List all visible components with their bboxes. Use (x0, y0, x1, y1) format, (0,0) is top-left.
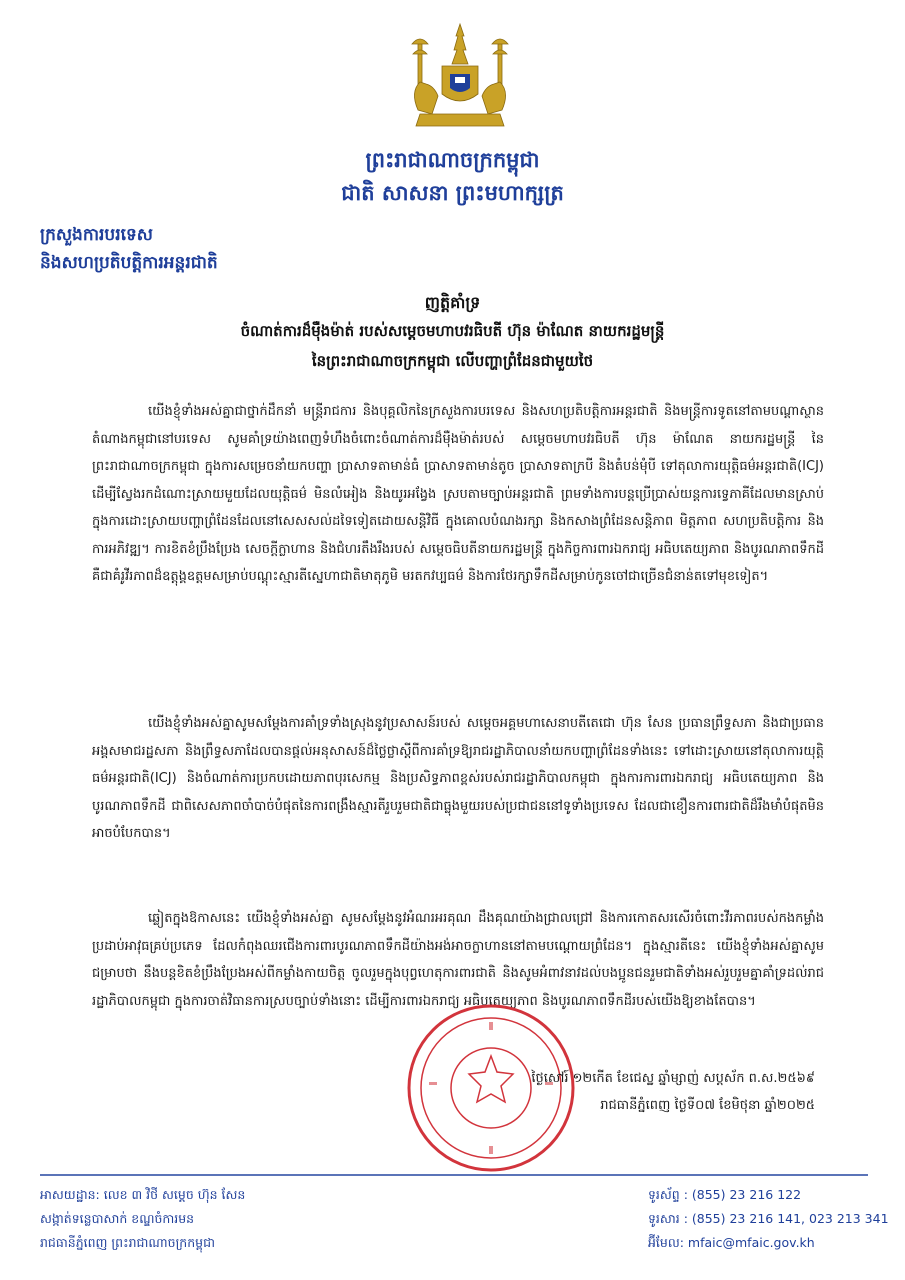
footer-divider (40, 1174, 868, 1176)
lunar-date: ថ្ងៃសៅរ៍ ១២កើត ខែជេស្ឋ ឆ្នាំម្សាញ់ សប្តស័ក ព.ស.២៥៦៩ (531, 1071, 815, 1086)
body-paragraph-3: ឆ្លៀតក្នុងឱកាសនេះ យើងខ្ញុំទាំងអស់គ្នា សូមសម្តែងនូវអំណរអរគុណ ដឹងគុណយ៉ាងជ្រាលជ្រៅ និងការកោតសរសើរចំពោះវីរភាពរបស់កងកម្លាំងប្រដាប់អាវុធគ្រប់ប្រភេទ ដែលកំពុងឈរជើងការពារបូរណភាពទឹកដីយ៉ាងអង់អាចក្លាហាននៅតាមបណ្តោយព្រំដែន។ ក្នុងស្មារតីនេះ យើងខ្ញុំទាំងអស់គ្នាសូមជម្រាបថា នឹងបន្តខិតខំប្រឹងប្រែងអស់ពីកម្លាំងកាយចិត្ត ចូលរួមក្នុងបុព្វហេតុការពារជាតិ និងសូមអំពាវនាវដល់បងប្អូនជនរួមជាតិទាំងអស់រួបរួមគ្នាគាំទ្រដល់រាជរដ្ឋាភិបាលកម្ពុជា ក្នុងការចាត់វិធានការស្របច្បាប់ទាំងនោះ ដើម្បីការពារឯករាជ្យ អធិបតេយ្យភាព និងបូរណភាពទឹកដីរបស់យើងឱ្យខាងតែបាន។ (92, 911, 824, 1009)
body-paragraph-2: យើងខ្ញុំទាំងអស់គ្នាសូមសម្តែងការគាំទ្រទាំងស្រុងនូវប្រសាសន៍របស់ សម្តេចអគ្គមហាសេនាបតីតេជោ ហ៊ុន សែន ប្រធានព្រឹទ្ធសភា និងជាប្រធាន អង្គសមាជរដ្ឋសភា និងព្រឹទ្ធសភាដែលបានផ្តល់អនុសាសន៍ដ៏ថ្លៃថ្លាស្តីពីការគាំទ្រឱ្យរាជរដ្ឋាភិបាលនាំយកបញ្ហាព្រំដែនទាំងនេះ ទៅដោះស្រាយនៅតុលាការយុត្តិធម៌អន្តរជាតិ(ICJ) និងចំណាត់ការប្រកបដោយភាពបុរសេកម្ម និងប្រសិទ្ធភាពខ្ពស់របស់រាជរដ្ឋាភិបាលកម្ពុជា ក្នុងការការពារឯករាជ្យ អធិបតេយ្យភាព និងបូរណភាពទឹកដី ជាពិសេសភាពចាំបាច់បំផុតនៃការពង្រឹងស្មារតីរួបរួមជាតិជាធ្លុងមួយរបស់ប្រជាជននៅទូទាំងប្រទេស ដែលជាខឿនការពារជាតិដ៏រឹងមាំបំផុតមិនអាចបំបែកបាន។ (92, 716, 824, 841)
document-subtitle-line1: ចំណាត់ការដ៏មុឺងម៉ាត់ របស់សម្តេចមហាបវរធិបតី ហ៊ុន ម៉ាណែត នាយករដ្ឋមន្ត្រី (240, 322, 665, 340)
ministry-name-line1: ក្រសួងការបរទេស (40, 225, 153, 245)
footer-email[interactable]: អ៊ីមែល: mfaic@mfaic.gov.kh (648, 1235, 815, 1250)
document-title: ញត្តិគាំទ្រ (424, 293, 481, 312)
footer-address-line3: រាជធានីភ្នំពេញ ព្រះរាជាណាចក្រកម្ពុជា (40, 1235, 215, 1250)
footer-address-line1: អាសយដ្ឋាន: លេខ ៣ វិថី សម្តេច ហ៊ុន សែន (40, 1187, 246, 1202)
ministry-name-line2: និងសហប្រតិបត្តិការអន្តរជាតិ (40, 253, 218, 273)
document-subtitle-line2: នៃព្រះរាជាណាចក្រកម្ពុជា លើបញ្ហាព្រំដែនជាមួយថៃ (311, 352, 594, 370)
solar-date: រាជធានីភ្នំពេញ ថ្ងៃទី០៧ ខែមិថុនា ឆ្នាំ២០២៥ (600, 1098, 815, 1113)
kingdom-name: ព្រះរាជាណាចក្រកម្ពុជា (365, 148, 540, 172)
body-paragraph-1: យើងខ្ញុំទាំងអស់គ្នាជាថ្នាក់ដឹកនាំ មន្ត្រីរាជការ និងបុគ្គលិកនៃក្រសួងការបរទេស និងសហប្រតិបត្តិការអន្តរជាតិ និងមន្ត្រីការទូតនៅតាមបណ្តាស្ថានតំណាងកម្ពុជានៅបរទេស សូមគាំទ្រយ៉ាងពេញទំហឹងចំពោះចំណាត់ការដ៏មុឺងម៉ាត់របស់ សម្តេចមហាបវរធិបតី ហ៊ុន ម៉ាណែត នាយករដ្ឋមន្ត្រី នៃព្រះរាជាណាចក្រកម្ពុជា ក្នុងការសម្រេចនាំយកបញ្ហា ប្រាសាទតាមាន់ធំ ប្រាសាទតាមាន់តូច ប្រាសាទតាក្របី និងតំបន់មុំបី ទៅតុលាការយុត្តិធម៌អន្តរជាតិ(ICJ) ដើម្បីស្វែងរកដំណោះស្រាយមួយដែលយុត្តិធម៌ មិនលំអៀង និងយូរអង្វែង ស្របតាមច្បាប់អន្តរជាតិ ព្រមទាំងការបន្តប្រើប្រាស់យន្តការទ្វេភាគីដែលមានស្រាប់ក្នុងការដោះស្រាយបញ្ហាព្រំដែនដែលនៅសេសសល់ដទៃទៀតដោយសន្តិវិធី ក្នុងគោលបំណងរក្សា និងកសាងព្រំដែនសន្តិភាព មិត្តភាព សហប្រតិបត្តិការ និងការអភិវឌ្ឍ។ ការខិតខំប្រឹងប្រែង សេចក្តីក្លាហាន និងជំហរតឹងរឹងរបស់ សម្តេចធិបតីនាយករដ្ឋមន្ត្រី ក្នុងកិច្ចការពារឯករាជ្យ អធិបតេយ្យភាព និងបូរណភាពទឹកដី គឺជាគំរូវីរភាពដ៏ឧត្តុង្គឧត្តមសម្រាប់បណ្តុះស្មារតីស្នេហាជាតិមាតុភូមិ មរតកវប្បធម៌ និងការថែរក្សាទឹកដីសម្រាប់កូនចៅជាច្រើនជំនាន់តទៅមុខទៀត។ (92, 404, 824, 584)
footer-phone: ទូរស័ព្ទ : (855) 23 216 122 (648, 1187, 802, 1202)
footer-address-line2: សង្កាត់ទន្លេបាសាក់ ខណ្ឌចំការមន (40, 1211, 195, 1226)
national-motto: ជាតិ សាសនា ព្រះមហាក្សត្រ (341, 181, 564, 205)
royal-emblem-icon (400, 22, 520, 137)
footer-fax: ទូរសារ : (855) 23 216 141, 023 213 341 (648, 1211, 889, 1226)
